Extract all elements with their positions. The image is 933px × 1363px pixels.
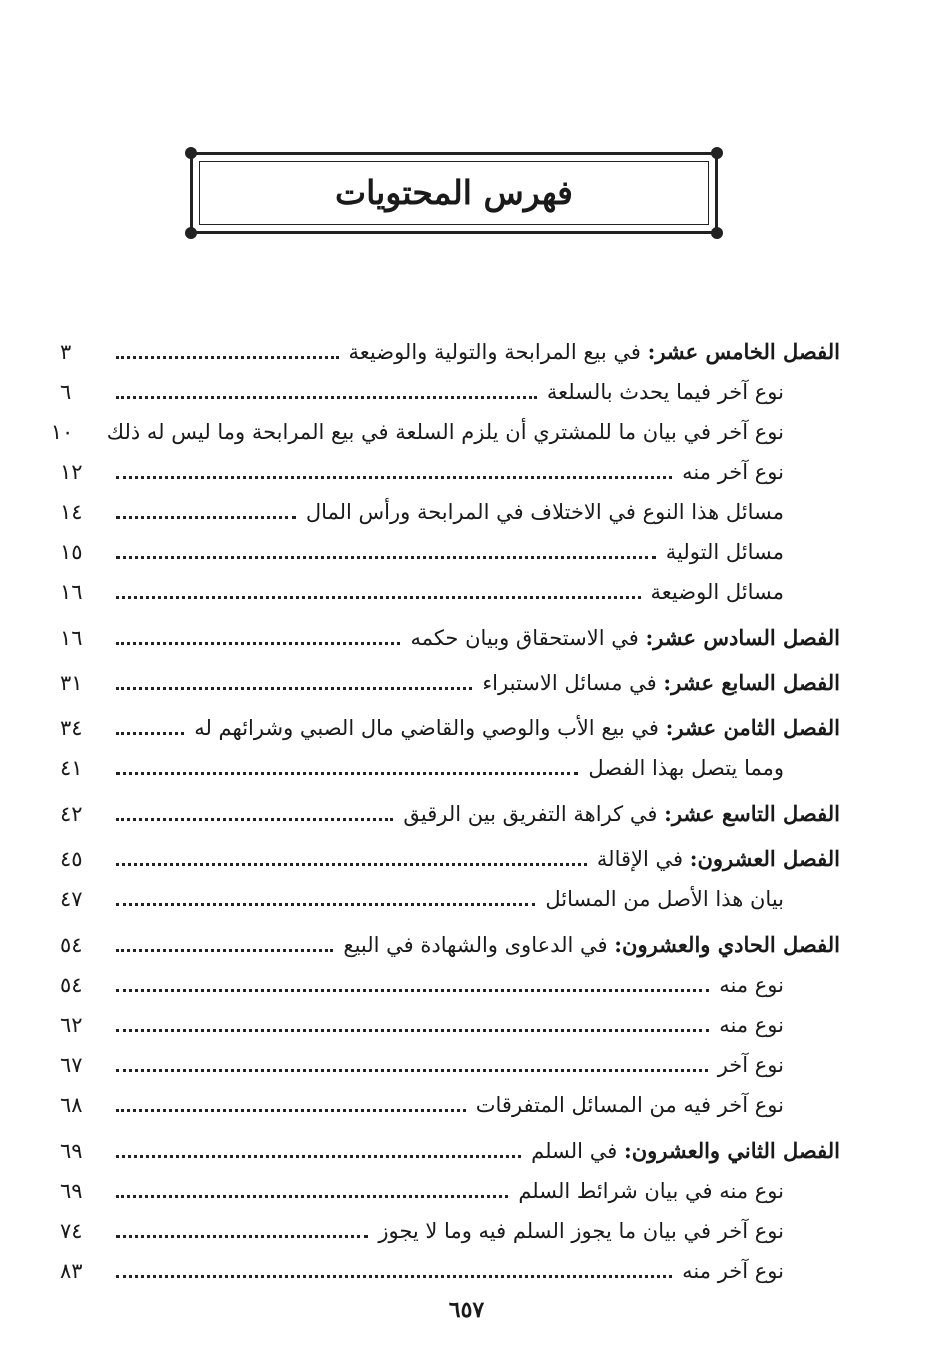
toc-entry-text: في الإقالة bbox=[596, 847, 684, 871]
leader-dots bbox=[116, 687, 472, 690]
toc-entry-text: نوع منه bbox=[719, 973, 784, 997]
toc-entry-text: مسائل التولية bbox=[665, 540, 784, 564]
toc-entry bbox=[60, 965, 840, 1005]
leader-dots bbox=[116, 1069, 708, 1072]
leader-dots bbox=[116, 516, 296, 519]
toc-entry-text: في كراهة التفريق بين الرقيق bbox=[403, 802, 658, 826]
toc-entry-label bbox=[547, 377, 784, 407]
toc-entry-text: نوع آخر bbox=[717, 1053, 784, 1077]
toc-entry-label bbox=[718, 1050, 784, 1080]
leader-dots bbox=[116, 1235, 368, 1238]
leader-dots bbox=[116, 989, 709, 992]
toc-page-number: ١٤ bbox=[60, 500, 83, 524]
chapter-heading: الفصل الحادي والعشرون: bbox=[614, 932, 840, 957]
toc-entry-label bbox=[682, 457, 784, 487]
toc-entry bbox=[60, 839, 840, 879]
leader-dots bbox=[116, 356, 339, 359]
leader-dots bbox=[116, 476, 672, 479]
leader-dots bbox=[116, 396, 537, 399]
page-title: فهرس المحتويات bbox=[335, 173, 573, 212]
toc-entry bbox=[60, 1211, 840, 1251]
frame-corner-ornament bbox=[185, 227, 197, 239]
toc-entry-label bbox=[545, 884, 784, 914]
toc-page-number: ٣١ bbox=[60, 671, 83, 695]
leader-dots bbox=[116, 818, 393, 821]
toc-page-number: ٦٩ bbox=[60, 1139, 83, 1163]
toc-entry bbox=[60, 925, 840, 965]
toc-page-number: ٤٢ bbox=[60, 802, 83, 826]
toc-page-number: ٥٤ bbox=[60, 933, 83, 957]
chapter-heading: الفصل العشرون: bbox=[689, 846, 840, 871]
leader-dots bbox=[116, 642, 400, 645]
toc-page-number: ٨٣ bbox=[60, 1259, 83, 1283]
toc-entry-text: في بيع المرابحة والتولية والوضيعة bbox=[348, 340, 641, 364]
toc-entry bbox=[60, 663, 840, 703]
toc-entry bbox=[60, 794, 840, 834]
toc-entry bbox=[60, 572, 840, 612]
toc-page-number: ٥٤ bbox=[60, 973, 83, 997]
toc-page-number: ٦٧ bbox=[60, 1053, 83, 1077]
toc-entry-label bbox=[531, 1136, 840, 1166]
leader-dots bbox=[116, 732, 184, 735]
toc-entry bbox=[60, 332, 840, 372]
toc-page-number: ١٢ bbox=[60, 460, 83, 484]
leader-dots bbox=[116, 863, 587, 866]
toc-entry bbox=[60, 1085, 840, 1125]
chapter-heading: الفصل الخامس عشر: bbox=[647, 339, 840, 364]
leader-dots bbox=[116, 1195, 508, 1198]
toc-entry-label bbox=[651, 577, 784, 607]
toc-entry-text: في السلم bbox=[531, 1139, 618, 1163]
leader-dots bbox=[116, 1109, 466, 1112]
toc-entry-text: في الدعاوى والشهادة في البيع bbox=[343, 933, 608, 957]
toc-entry-text: نوع آخر منه bbox=[682, 460, 784, 484]
toc-entry-label bbox=[349, 337, 840, 367]
toc-entry-text: بيان هذا الأصل من المسائل bbox=[545, 887, 784, 911]
leader-dots bbox=[116, 903, 535, 906]
leader-dots bbox=[116, 1029, 709, 1032]
toc-entry-label bbox=[719, 970, 784, 1000]
frame-corner-ornament bbox=[711, 147, 723, 159]
toc-entry bbox=[60, 1171, 840, 1211]
leader-dots bbox=[116, 556, 656, 559]
toc-entry bbox=[60, 618, 840, 658]
toc-entry-text: نوع منه bbox=[719, 1013, 784, 1037]
leader-dots bbox=[116, 772, 578, 775]
toc-entry bbox=[60, 1005, 840, 1045]
toc-entry-label bbox=[588, 753, 784, 783]
toc-entry-text: مسائل هذا النوع في الاختلاف في المرابحة ورأس المال bbox=[305, 500, 784, 524]
toc-page-number: ٦٢ bbox=[60, 1013, 83, 1037]
toc-entry-label bbox=[403, 799, 840, 829]
toc-entry bbox=[60, 372, 840, 412]
toc-entry-text: في بيع الأب والوصي والقاضي مال الصبي وشرائهم له bbox=[194, 716, 659, 740]
toc-entry-text: نوع منه في بيان شرائط السلم bbox=[518, 1179, 784, 1203]
toc-entry-text: ومما يتصل بهذا الفصل bbox=[588, 756, 784, 780]
toc-page-number: ٦٨ bbox=[60, 1093, 83, 1117]
chapter-heading: الفصل السادس عشر: bbox=[645, 625, 840, 650]
toc-page-number: ١٠ bbox=[50, 420, 74, 444]
chapter-heading: الفصل التاسع عشر: bbox=[664, 801, 840, 826]
toc-entry bbox=[60, 708, 840, 748]
leader-dots bbox=[116, 596, 641, 599]
toc-page-number: ٦٩ bbox=[60, 1179, 83, 1203]
toc-entry-label bbox=[719, 1010, 784, 1040]
toc-entry bbox=[50, 412, 840, 452]
title-frame bbox=[190, 152, 718, 234]
toc-page-number: ٣ bbox=[60, 340, 72, 364]
toc-page-number: ٤١ bbox=[60, 756, 83, 780]
toc-entry-label bbox=[306, 497, 784, 527]
toc-entry-text: نوع آخر في بيان ما للمشتري أن يلزم السلعة في بيع المرابحة وما ليس له ذلك bbox=[106, 420, 784, 444]
toc-page-number: ٤٥ bbox=[60, 847, 83, 871]
leader-dots bbox=[116, 949, 333, 952]
toc-entry-text: في الاستحقاق وبيان حكمه bbox=[410, 626, 639, 650]
toc-entry-text: نوع آخر فيما يحدث بالسلعة bbox=[546, 380, 784, 404]
toc-entry bbox=[60, 492, 840, 532]
toc-entry-text: مسائل الوضيعة bbox=[650, 580, 784, 604]
toc-entry bbox=[60, 452, 840, 492]
toc-entry-label bbox=[597, 844, 840, 874]
toc-entry bbox=[60, 1131, 840, 1171]
chapter-heading: الفصل السابع عشر: bbox=[663, 670, 840, 695]
toc-page-number: ١٥ bbox=[60, 540, 83, 564]
toc-entry-text: نوع آخر فيه من المسائل المتفرقات bbox=[475, 1093, 784, 1117]
toc-entry-label bbox=[410, 623, 840, 653]
toc-entry-label bbox=[194, 713, 840, 743]
toc-entry-label bbox=[476, 1090, 784, 1120]
chapter-heading: الفصل الثامن عشر: bbox=[665, 715, 840, 740]
toc-page-number: ٦ bbox=[60, 380, 72, 404]
chapter-heading: الفصل الثاني والعشرون: bbox=[623, 1138, 840, 1163]
leader-dots bbox=[116, 1275, 672, 1278]
toc-page-number: ١٦ bbox=[60, 580, 83, 604]
page-number: ٦٥٧ bbox=[448, 1297, 485, 1323]
toc-entry-label bbox=[343, 930, 840, 960]
toc-entry-label bbox=[482, 668, 840, 698]
toc-entry bbox=[60, 879, 840, 919]
toc-entry bbox=[60, 532, 840, 572]
frame-corner-ornament bbox=[711, 227, 723, 239]
frame-corner-ornament bbox=[185, 147, 197, 159]
toc-entry-label bbox=[682, 1256, 784, 1286]
toc-page-number: ٧٤ bbox=[60, 1219, 83, 1243]
toc-entry-label bbox=[518, 1176, 784, 1206]
toc-entry bbox=[60, 1251, 840, 1291]
toc-entry-text: نوع آخر منه bbox=[682, 1259, 784, 1283]
leader-dots bbox=[116, 1155, 521, 1158]
toc-entry bbox=[60, 748, 840, 788]
toc-entry-text: في مسائل الاستبراء bbox=[482, 671, 657, 695]
toc-entry-label bbox=[666, 537, 784, 567]
toc-entry-label bbox=[378, 1216, 784, 1246]
toc-page-number: ٣٤ bbox=[60, 716, 83, 740]
toc-page-number: ٤٧ bbox=[60, 887, 83, 911]
toc-entry-label bbox=[107, 417, 784, 447]
toc-entry-text: نوع آخر في بيان ما يجوز السلم فيه وما لا يجوز bbox=[378, 1219, 784, 1243]
toc-page-number: ١٦ bbox=[60, 626, 83, 650]
toc-entry bbox=[60, 1045, 840, 1085]
